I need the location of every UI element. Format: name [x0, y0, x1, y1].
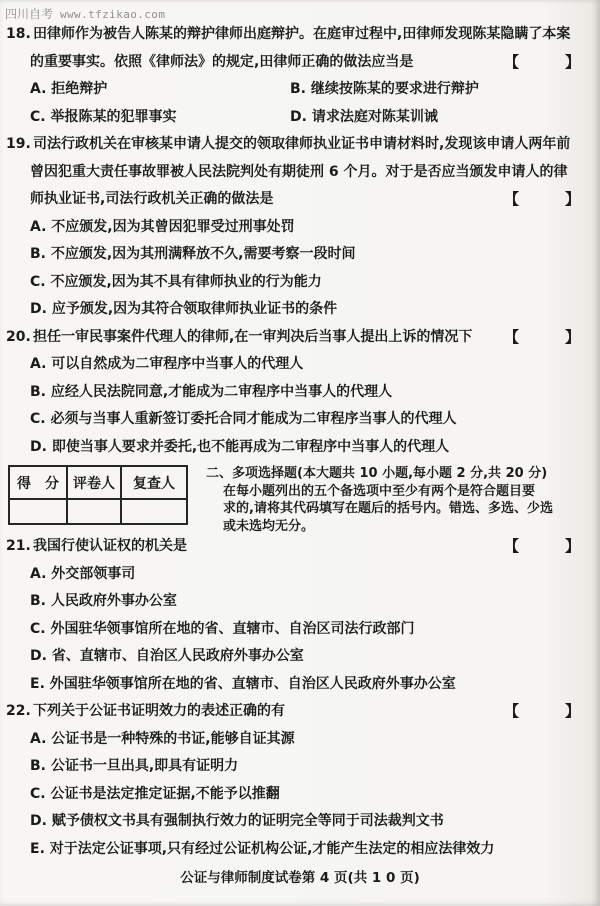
q22-option-b: B. 公证书一旦出具,即具有证明力 — [30, 758, 239, 774]
q20-stem-line — [6, 324, 594, 352]
q20-option-a: A. 可以自然成为二审程序中当事人的代理人 — [30, 356, 304, 372]
q19-option-b: B. 不应颁发,因为其刑满释放不久,需要考察一段时间 — [30, 246, 356, 262]
section-2-instructions-1: 在每小题列出的五个备选项中至少有两个是符合题目要 — [223, 483, 536, 499]
score-table-header-row — [9, 466, 187, 499]
mid-block — [6, 465, 594, 533]
q22-option-c: C. 公证书是法定推定证据,不能予以推翻 — [30, 785, 280, 802]
score-header-grader: 评卷人 — [67, 466, 121, 499]
score-cell-score — [9, 499, 67, 524]
q18-options-row-1 — [6, 76, 594, 104]
score-table-empty-row — [9, 499, 187, 524]
bracket-close-icon: 】 — [564, 190, 580, 208]
q21-stem-line — [6, 533, 594, 561]
q22-number: 22. — [6, 703, 31, 719]
q22-option-e: E. 对于法定公证事项,只有经过公证机构公证,才能产生法定的相应法律效力 — [30, 840, 495, 857]
answer-bracket-20 — [504, 324, 580, 352]
q18-options-row-2 — [6, 104, 594, 132]
q21-stem-text: 我国行使认证权的机关是 — [33, 538, 187, 554]
bracket-close-icon: 】 — [564, 327, 580, 346]
question-20 — [6, 324, 594, 462]
q18-stem-line-1 — [6, 21, 594, 49]
watermark-site: 四川自考 — [5, 7, 54, 21]
score-cell-reviewer — [121, 499, 187, 524]
q19-stem-text-3: 师执业证书,司法行政机关正确的做法是 — [30, 191, 274, 207]
q19-stem-line-3 — [6, 186, 594, 214]
q18-option-b: B. 继续按陈某的要求进行辩护 — [290, 81, 479, 97]
q21-option-a: A. 外交部领事司 — [30, 565, 136, 582]
q18-option-d: D. 请求法庭对陈某训诫 — [290, 108, 438, 125]
question-21 — [6, 533, 594, 698]
watermark-url: www.tfzikao.com — [60, 8, 166, 21]
q21-option-d: D. 省、直辖市、自治区人民政府外事办公室 — [30, 648, 304, 664]
answer-bracket-21 — [504, 533, 580, 561]
score-table — [8, 465, 188, 525]
q20-number: 20. — [6, 328, 31, 345]
q18-stem-text-1: 田律师作为被告人陈某的辩护律师出庭辩护。在庭审过程中,田律师发现陈某隐瞒了本案 — [33, 26, 571, 42]
answer-bracket-18 — [504, 49, 580, 77]
question-22 — [6, 698, 594, 863]
bracket-open-icon: 【 — [504, 702, 520, 720]
question-18 — [6, 21, 594, 131]
q18-option-c: C. 举报陈某的犯罪事实 — [30, 108, 177, 125]
bracket-open-icon: 【 — [504, 537, 520, 555]
page-footer: 公证与律师制度试卷第 4 页(共 1 0 页) — [180, 870, 420, 886]
q19-option-d: D. 应予颁发,因为其符合领取律师执业证书的条件 — [30, 301, 338, 317]
section-2-instructions-3: 或未选均无分。 — [223, 518, 315, 534]
q21-option-c: C. 外国驻华领事馆所在地的省、直辖市、自治区司法行政部门 — [30, 620, 415, 637]
question-19 — [6, 131, 594, 324]
bracket-open-icon: 【 — [504, 190, 520, 208]
q22-option-a: A. 公证书是一种特殊的书证,能够自证其源 — [30, 730, 295, 747]
q22-stem-line — [6, 698, 594, 726]
q20-option-d: D. 即使当事人要求并委托,也不能再成为二审程序中当事人的代理人 — [30, 438, 450, 455]
q19-option-c: C. 不应颁发,因为其不具有律师执业的行为能力 — [30, 273, 322, 290]
q20-option-c: C. 必须与当事人重新签订委托合同才能成为二审程序当事人的代理人 — [30, 411, 457, 427]
q21-option-e: E. 外国驻华领事馆所在地的省、直辖市、自治区人民政府外事办公室 — [30, 675, 456, 692]
q19-option-a: A. 不应颁发,因为其曾因犯罪受过刑事处罚 — [30, 218, 295, 235]
answer-bracket-22 — [504, 698, 580, 726]
section-2-instructions-2: 求的,请将其代码填写在题后的括号内。错选、多选、少选 — [223, 501, 553, 516]
q18-option-a: A. 拒绝辩护 — [30, 81, 108, 97]
q18-stem-text-2: 的重要事实。依照《律师法》的规定,田律师正确的做法应当是 — [30, 53, 414, 70]
q19-number: 19. — [6, 136, 31, 152]
answer-bracket-19 — [504, 186, 580, 214]
section-2-intro — [206, 465, 594, 535]
page-content — [6, 21, 594, 888]
score-header-score: 得 分 — [9, 466, 67, 499]
q22-option-d: D. 赋予债权文书具有强制执行效力的证明完全等同于司法裁判文书 — [30, 813, 444, 829]
section-2-title: 二、多项选择题(本大题共 10 小题,每小题 2 分,共 20 分) — [206, 466, 548, 481]
q20-stem-text: 担任一审民事案件代理人的律师,在一审判决后当事人提出上诉的情况下 — [33, 328, 473, 345]
q19-stem-line-1 — [6, 131, 594, 159]
q18-number: 18. — [6, 26, 31, 42]
q18-stem-line-2 — [6, 49, 594, 77]
score-cell-grader — [67, 499, 121, 524]
q21-number: 21. — [6, 538, 31, 554]
q19-stem-line-2: 曾因犯重大责任事故罪被人民法院判处有期徒刑 6 个月。对于是否应当颁发申请人的律 — [30, 163, 568, 180]
q19-stem-text-1: 司法行政机关在审核某申请人提交的领取律师执业证书申请材料时,发现该申请人两年前 — [33, 136, 571, 152]
bracket-close-icon: 】 — [564, 537, 580, 555]
bracket-open-icon: 【 — [504, 327, 520, 346]
watermark — [5, 5, 165, 22]
bracket-open-icon: 【 — [504, 52, 520, 71]
q21-option-b: B. 人民政府外事办公室 — [30, 593, 177, 609]
q20-option-b: B. 应经人民法院同意,才能成为二审程序中当事人的代理人 — [30, 383, 393, 400]
bracket-close-icon: 】 — [564, 52, 580, 71]
score-header-reviewer: 复查人 — [121, 466, 187, 499]
bracket-close-icon: 】 — [564, 702, 580, 720]
q22-stem-text: 下列关于公证书证明效力的表述正确的有 — [33, 703, 285, 719]
